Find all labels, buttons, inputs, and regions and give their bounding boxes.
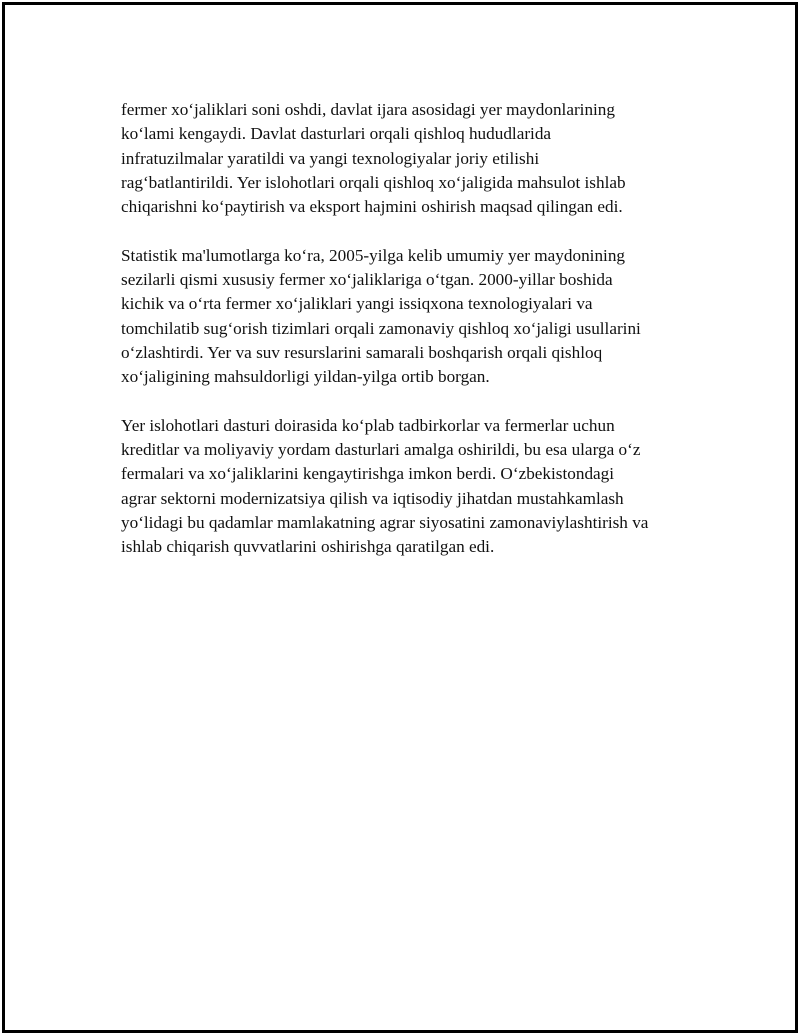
page-frame	[2, 2, 798, 1033]
paragraph-2: Statistik ma'lumotlarga ko‘ra, 2005-yilga kelib umumiy yer maydonining sezilarli qismi xususiy fermer xo‘jaliklariga o‘tgan. 2000-yillar boshida kichik va o‘rta fermer xo‘jaliklari yangi issiqxona texnologiyalari va tomchilatib sug‘orish tizimlari orqali zamonaviy qishloq xo‘jaligi usullarini o‘zlashtirdi. Yer va suv resurslarini samarali boshqarish orqali qishloq xo‘jaligining mahsuldorligi yildan-yilga ortib borgan.	[121, 245, 641, 387]
paragraph-3: Yer islohotlari dasturi doirasida ko‘plab tadbirkorlar va fermerlar uchun kreditlar va moliyaviy yordam dasturlari amalga oshirildi, bu esa ularga o‘z fermalari va xo‘jaliklarini kengaytirishga imkon berdi. O‘zbekistondagi agrar sektorni modernizatsiya qilish va iqtisodiy jihatdan mustahkamlash yo‘lidagi bu qadamlar mamlakatning agrar siyosatini zamonaviylashtirish va ishlab chiqarish quvvatlarini oshirishga qaratilgan edi.	[121, 415, 649, 557]
document-body	[121, 98, 701, 584]
paragraph-1: fermer xo‘jaliklari soni oshdi, davlat ijara asosidagi yer maydonlarining ko‘lami kengaydi. Davlat dasturlari orqali qishloq hududlarida infratuzilmalar yaratildi va yangi texnologiyalar joriy etilishi rag‘batlantirildi. Yer islohotlari orqali qishloq xo‘jaligida mahsulot ishlab chiqarishni ko‘paytirish va eksport hajmini oshirish maqsad qilingan edi.	[121, 100, 626, 217]
